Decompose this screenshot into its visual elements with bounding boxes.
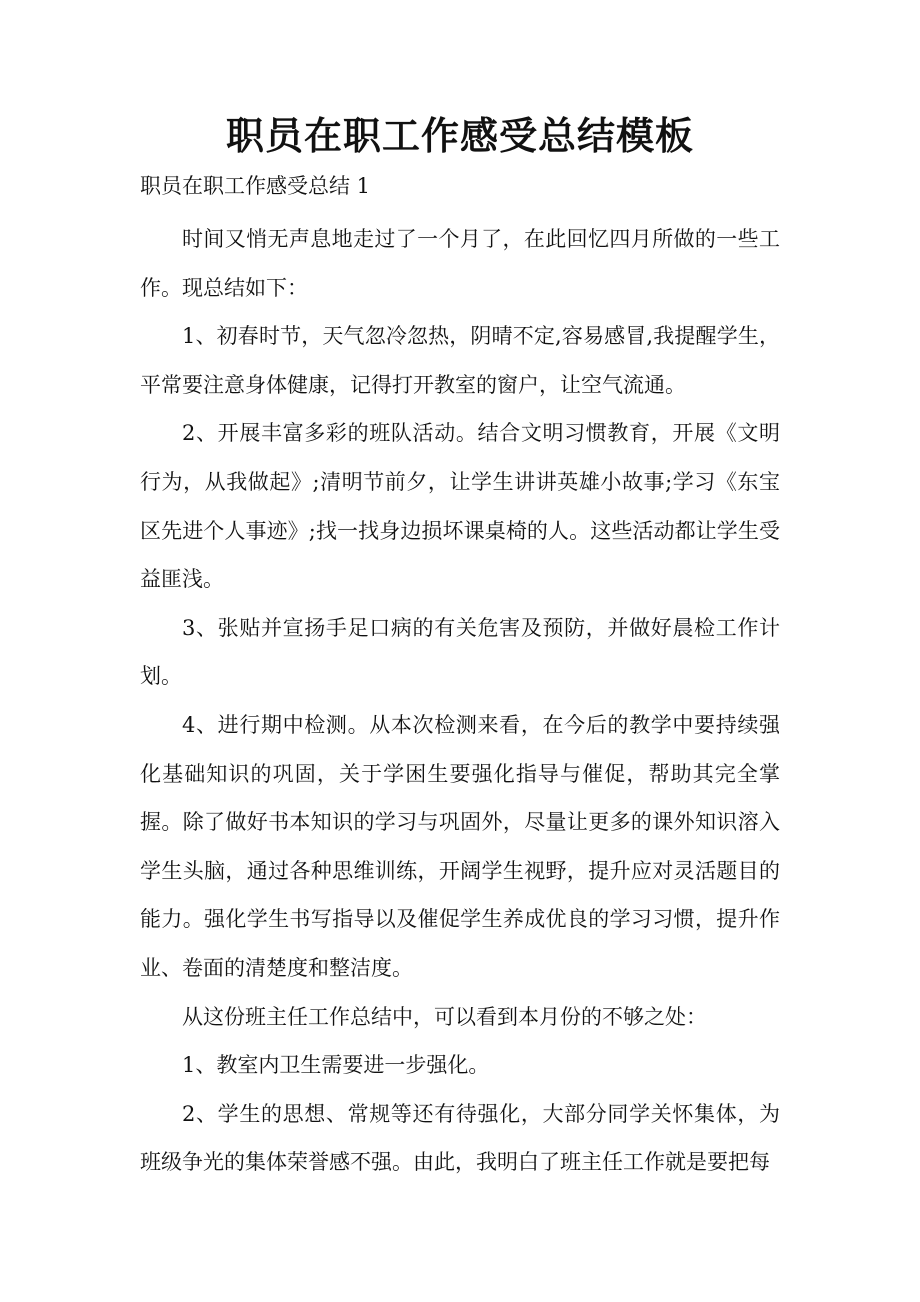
- paragraph: 从这份班主任工作总结中，可以看到本月份的不够之处：: [182, 1004, 707, 1029]
- document-body: [140, 215, 780, 1187]
- paragraph: 2、学生的思想、常规等还有待强化，大部分同学关怀集体，为班级争光的集体荣誉感不强。由此，我明白了班主任工作就是要把每: [140, 1101, 780, 1175]
- paragraph: 3、张贴并宣扬手足口病的有关危害及预防，并做好晨检工作计划。: [140, 615, 780, 689]
- paragraph: 1、初春时节，天气忽冷忽热，阴晴不定,容易感冒,我提醒学生，平常要注意身体健康，记得打开教室的窗户，让空气流通。: [140, 324, 780, 397]
- paragraph: 1、教室内卫生需要进一步强化。: [182, 1053, 490, 1078]
- paragraph: 2、开展丰富多彩的班队活动。结合文明习惯教育，开展《文明行为，从我做起》;清明节前夕，让学生讲讲英雄小故事;学习《东宝区先进个人事迹》;找一找身边损坏课桌椅的人。这些活动都让学生受益匪浅。: [140, 421, 780, 592]
- document-subtitle: 职员在职工作感受总结 1: [140, 174, 371, 198]
- paragraph: 时间又悄无声息地走过了一个月了，在此回忆四月所做的一些工作。现总结如下：: [140, 227, 780, 300]
- paragraph: 4、进行期中检测。从本次检测来看，在今后的教学中要持续强化基础知识的巩固，关于学困生要强化指导与催促，帮助其完全掌握。除了做好书本知识的学习与巩固外，尽量让更多的课外知识溶入学生头脑，通过各种思维训练，开阔学生视野，提升应对灵活题目的能力。强化学生书写指导以及催促学生养成优良的学习习惯，提升作业、卷面的清楚度和整洁度。: [140, 712, 780, 980]
- document-title: 职员在职工作感受总结模板: [225, 113, 694, 158]
